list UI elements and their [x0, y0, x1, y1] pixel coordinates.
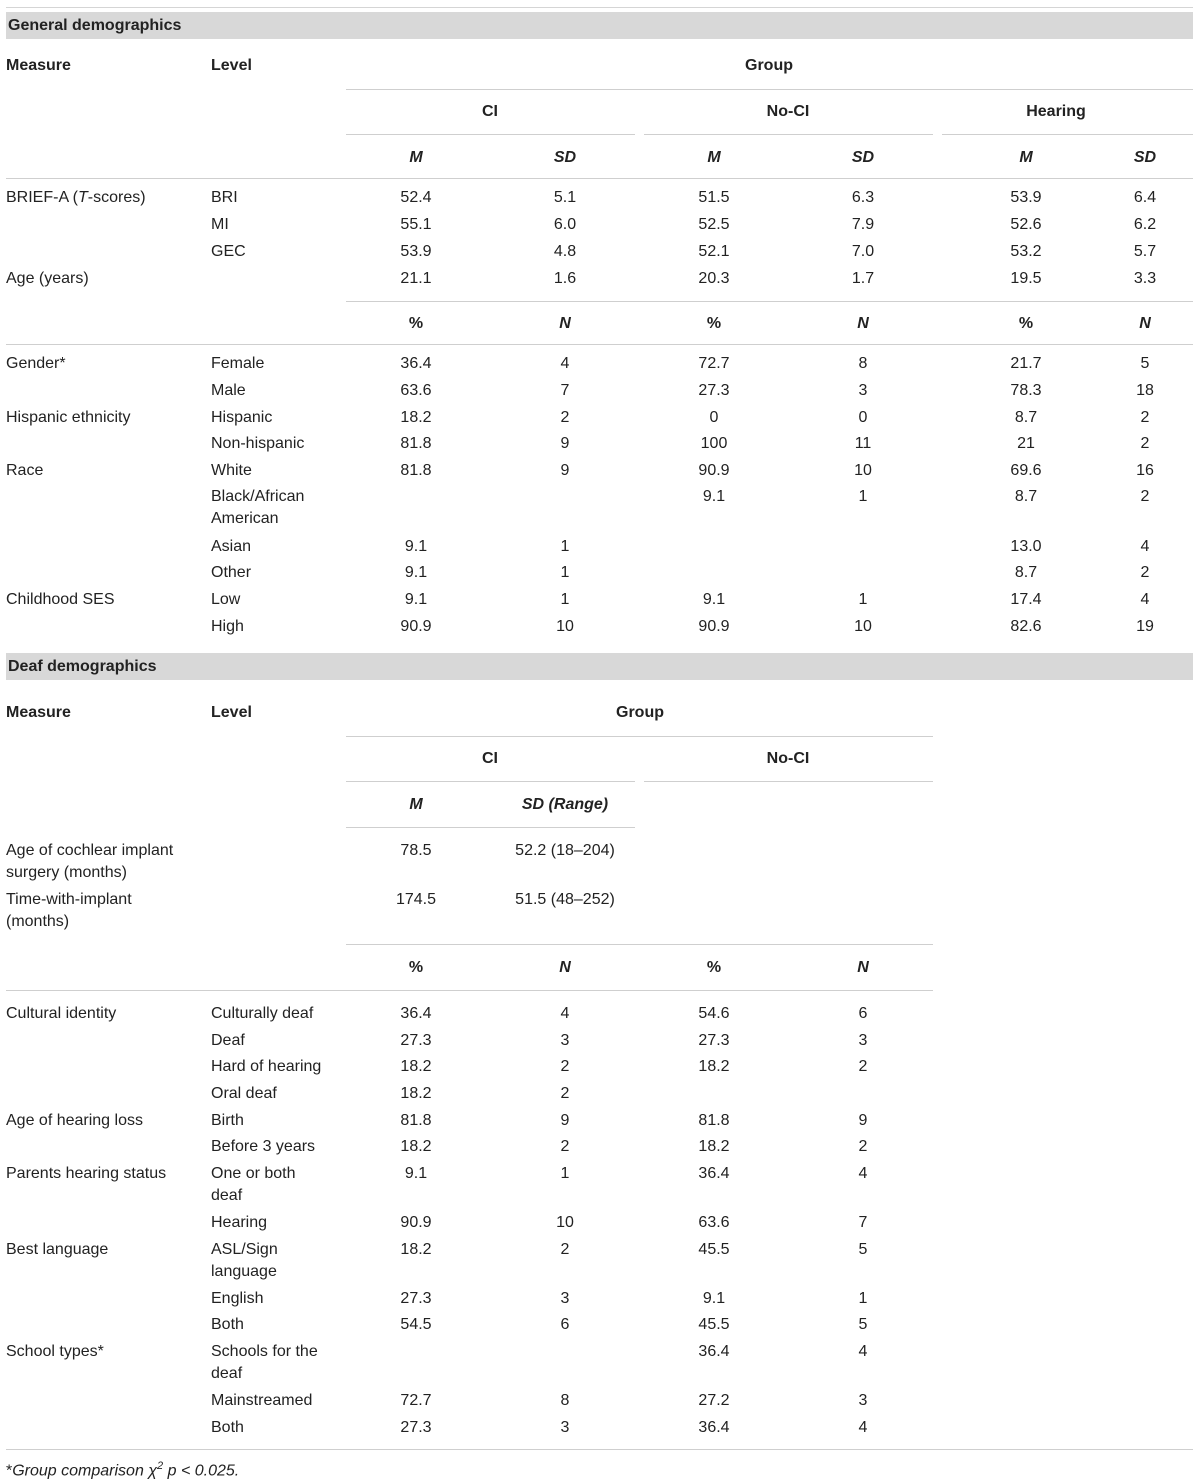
cell-value: 3 [560, 1290, 570, 1307]
cell-value: 4 [1140, 538, 1150, 555]
cell-value: 2 [560, 1058, 570, 1075]
cell-value: 27.3 [698, 1032, 730, 1049]
cell-value: 36.4 [400, 1005, 432, 1022]
cell-value: 1 [858, 488, 868, 505]
row-level: Black/African American [211, 488, 305, 527]
table-bottom-rule [6, 1449, 1193, 1450]
rule [644, 134, 933, 135]
cell-value: 36.4 [400, 355, 432, 372]
table-top-rule [6, 7, 1193, 8]
cell-value: 6.0 [553, 216, 577, 233]
cell-value: 9.1 [404, 564, 428, 581]
cell-value: 81.8 [400, 1112, 432, 1129]
row-level: Male [211, 382, 246, 399]
header-level: Level [211, 57, 252, 74]
cell-value: 90.9 [698, 618, 730, 635]
cell-value: 9.1 [404, 538, 428, 555]
header-percent: % [1018, 315, 1034, 332]
cell-value: 27.3 [400, 1032, 432, 1049]
cell-value: 1 [560, 591, 570, 608]
cell-value: 18.2 [698, 1058, 730, 1075]
cell-value: 27.3 [400, 1290, 432, 1307]
cell-value: 2 [560, 1241, 570, 1258]
cell-value: 20.3 [698, 270, 730, 287]
cell-value: 10 [556, 1214, 574, 1231]
row-measure: Parents hearing status [6, 1165, 167, 1182]
header-percent: % [408, 315, 424, 332]
cell-value: 19 [1136, 618, 1154, 635]
row-level: Deaf [211, 1032, 245, 1049]
cell-value: 7.9 [851, 216, 875, 233]
cell-value: 72.7 [400, 1392, 432, 1409]
cell-value: 1.7 [851, 270, 875, 287]
cell-value: 69.6 [1010, 462, 1042, 479]
cell-value: 10 [854, 618, 872, 635]
rule [942, 134, 1193, 135]
cell-value: 7 [560, 382, 570, 399]
header-measure: Measure [6, 704, 71, 721]
cell-value: 0 [709, 409, 719, 426]
cell-value: 51.5 [698, 189, 730, 206]
cell-value: 3 [858, 1392, 868, 1409]
rule [346, 134, 635, 135]
header-group-noci: No-CI [766, 103, 810, 120]
row-level: English [211, 1290, 264, 1307]
cell-value: 4.8 [553, 243, 577, 260]
cell-value: 10 [854, 462, 872, 479]
cell-value: 5 [858, 1241, 868, 1258]
header-n: N [857, 959, 869, 976]
cell-value: 90.9 [400, 1214, 432, 1231]
row-level: Non-hispanic [211, 435, 305, 452]
cell-value: 36.4 [698, 1165, 730, 1182]
header-percent: % [706, 959, 722, 976]
footnote: *Group comparison $\chi^2$ p < 0.025. [6, 1460, 240, 1480]
cell-value: 18.2 [400, 1085, 432, 1102]
cell-value: 4 [858, 1165, 868, 1182]
cell-value: 1 [858, 591, 868, 608]
cell-value: 13.0 [1010, 538, 1042, 555]
cell-value: 52.4 [400, 189, 432, 206]
row-level: One or both deaf [211, 1165, 296, 1204]
cell-value: 9.1 [702, 591, 726, 608]
cell-value: 18.2 [698, 1138, 730, 1155]
header-m: M [409, 149, 423, 166]
header-sd-range: SD (Range) [521, 796, 609, 813]
cell-value: 9 [858, 1112, 868, 1129]
row-level: Female [211, 355, 265, 372]
header-group-ci: CI [482, 750, 498, 767]
rule [6, 344, 1193, 345]
row-level: Other [211, 564, 252, 581]
cell-value: 78.3 [1010, 382, 1042, 399]
cell-value: 1 [858, 1290, 868, 1307]
cell-value: 7.0 [851, 243, 875, 260]
cell-value: 9 [560, 435, 570, 452]
cell-value: 52.1 [698, 243, 730, 260]
row-measure: Race [6, 462, 44, 479]
cell-value: 2 [858, 1138, 868, 1155]
cell-value: 6.4 [1133, 189, 1157, 206]
row-level: GEC [211, 243, 246, 260]
cell-value: 55.1 [400, 216, 432, 233]
header-group-noci: No-CI [766, 750, 810, 767]
cell-value: 8 [858, 355, 868, 372]
cell-value: 3.3 [1133, 270, 1157, 287]
row-level: Culturally deaf [211, 1005, 314, 1022]
row-level: Birth [211, 1112, 244, 1129]
cell-value: 9.1 [702, 488, 726, 505]
header-group: Group [745, 57, 793, 74]
row-level: Mainstreamed [211, 1392, 313, 1409]
section-title-general: General demographics [6, 12, 1193, 39]
cell-value: 2 [1140, 564, 1150, 581]
row-level: MI [211, 216, 229, 233]
header-percent: % [706, 315, 722, 332]
cell-value: 90.9 [400, 618, 432, 635]
row-level: Schools for the deaf [211, 1343, 318, 1382]
header-sd: SD [851, 149, 875, 166]
row-level: Oral deaf [211, 1085, 277, 1102]
cell-value: 9 [560, 462, 570, 479]
cell-value: 7 [858, 1214, 868, 1231]
row-measure: Age of cochlear implant surgery (months) [6, 842, 174, 881]
header-group: Group [616, 704, 664, 721]
cell-value: 78.5 [400, 842, 432, 859]
cell-value: 18.2 [400, 1241, 432, 1258]
cell-value: 81.8 [400, 435, 432, 452]
header-measure: Measure [6, 57, 71, 74]
rule [346, 827, 635, 828]
row-level: ASL/Sign language [211, 1241, 278, 1280]
cell-value: 52.2 (18–204) [515, 842, 615, 859]
cell-value: 3 [560, 1419, 570, 1436]
cell-value: 36.4 [698, 1343, 730, 1360]
cell-value: 1 [560, 1165, 570, 1182]
cell-value: 21 [1017, 435, 1035, 452]
rule [6, 178, 1193, 179]
cell-value: 3 [858, 382, 868, 399]
section-title-deaf: Deaf demographics [6, 653, 1193, 680]
row-measure: Age of hearing loss [6, 1112, 143, 1129]
cell-value: 5 [858, 1316, 868, 1333]
cell-value: 63.6 [698, 1214, 730, 1231]
cell-value: 27.2 [698, 1392, 730, 1409]
cell-value: 4 [560, 355, 570, 372]
cell-value: 2 [560, 409, 570, 426]
cell-value: 6 [560, 1316, 570, 1333]
cell-value: 5.7 [1133, 243, 1157, 260]
cell-value: 2 [1140, 435, 1150, 452]
row-level: High [211, 618, 244, 635]
cell-value: 27.3 [400, 1419, 432, 1436]
rule [346, 301, 1193, 302]
cell-value: 52.6 [1010, 216, 1042, 233]
header-n: N [559, 959, 571, 976]
cell-value: 45.5 [698, 1241, 730, 1258]
cell-value: 53.9 [1010, 189, 1042, 206]
cell-value: 1.6 [553, 270, 577, 287]
rule [346, 944, 933, 945]
row-level: Both [211, 1316, 244, 1333]
cell-value: 2 [858, 1058, 868, 1075]
cell-value: 53.9 [400, 243, 432, 260]
cell-value: 10 [556, 618, 574, 635]
cell-value: 63.6 [400, 382, 432, 399]
cell-value: 16 [1136, 462, 1154, 479]
cell-value: 27.3 [698, 382, 730, 399]
cell-value: 8 [560, 1392, 570, 1409]
row-measure: Cultural identity [6, 1005, 117, 1022]
row-level: Hard of hearing [211, 1058, 322, 1075]
cell-value: 3 [560, 1032, 570, 1049]
cell-value: 21.1 [400, 270, 432, 287]
cell-value: 72.7 [698, 355, 730, 372]
cell-value: 51.5 (48–252) [515, 891, 615, 908]
header-group-hearing: Hearing [1026, 103, 1086, 120]
header-n: N [857, 315, 869, 332]
cell-value: 90.9 [698, 462, 730, 479]
row-measure: Time-with-implant (months) [6, 891, 132, 930]
cell-value: 8.7 [1014, 564, 1038, 581]
header-n: N [559, 315, 571, 332]
cell-value: 18.2 [400, 1058, 432, 1075]
row-measure: Childhood SES [6, 591, 115, 608]
cell-value: 21.7 [1010, 355, 1042, 372]
row-measure: Hispanic ethnicity [6, 409, 131, 426]
row-level: Asian [211, 538, 252, 555]
cell-value: 100 [700, 435, 728, 452]
cell-value: 81.8 [698, 1112, 730, 1129]
cell-value: 174.5 [395, 891, 437, 908]
row-measure: Age (years) [6, 270, 89, 287]
row-measure: Best language [6, 1241, 109, 1258]
cell-value: 4 [560, 1005, 570, 1022]
header-sd: SD [553, 149, 577, 166]
cell-value: 4 [858, 1343, 868, 1360]
rule [346, 89, 1193, 90]
cell-value: 17.4 [1010, 591, 1042, 608]
row-level: Before 3 years [211, 1138, 316, 1155]
cell-value: 6.2 [1133, 216, 1157, 233]
cell-value: 11 [854, 435, 872, 452]
cell-value: 6.3 [851, 189, 875, 206]
cell-value: 2 [1140, 409, 1150, 426]
cell-value: 45.5 [698, 1316, 730, 1333]
measure-brief-a: BRIEF-A (T-scores) [6, 189, 146, 206]
cell-value: 81.8 [400, 462, 432, 479]
cell-value: 2 [560, 1085, 570, 1102]
cell-value: 9 [560, 1112, 570, 1129]
row-level: White [211, 462, 252, 479]
cell-value: 19.5 [1010, 270, 1042, 287]
header-sd: SD [1133, 149, 1157, 166]
cell-value: 9.1 [404, 591, 428, 608]
cell-value: 5 [1140, 355, 1150, 372]
cell-value: 82.6 [1010, 618, 1042, 635]
rule [644, 781, 933, 782]
cell-value: 18.2 [400, 1138, 432, 1155]
cell-value: 8.7 [1014, 488, 1038, 505]
row-measure: School types* [6, 1343, 104, 1360]
cell-value: 4 [1140, 591, 1150, 608]
rule [346, 736, 933, 737]
cell-value: 9.1 [404, 1165, 428, 1182]
header-n: N [1139, 315, 1151, 332]
cell-value: 54.5 [400, 1316, 432, 1333]
row-level: BRI [211, 189, 238, 206]
cell-value: 6 [858, 1005, 868, 1022]
header-m: M [707, 149, 721, 166]
header-m: M [1019, 149, 1033, 166]
cell-value: 1 [560, 564, 570, 581]
rule [346, 781, 635, 782]
row-level: Both [211, 1419, 244, 1436]
header-m: M [409, 796, 423, 813]
cell-value: 3 [858, 1032, 868, 1049]
cell-value: 1 [560, 538, 570, 555]
cell-value: 9.1 [702, 1290, 726, 1307]
header-percent: % [408, 959, 424, 976]
cell-value: 2 [1140, 488, 1150, 505]
row-level: Low [211, 591, 241, 608]
cell-value: 53.2 [1010, 243, 1042, 260]
cell-value: 18 [1136, 382, 1154, 399]
cell-value: 54.6 [698, 1005, 730, 1022]
cell-value: 5.1 [553, 189, 577, 206]
cell-value: 8.7 [1014, 409, 1038, 426]
row-measure: Gender* [6, 355, 66, 372]
cell-value: 4 [858, 1419, 868, 1436]
cell-value: 36.4 [698, 1419, 730, 1436]
row-level: Hearing [211, 1214, 268, 1231]
header-group-ci: CI [482, 103, 498, 120]
cell-value: 0 [858, 409, 868, 426]
cell-value: 18.2 [400, 409, 432, 426]
cell-value: 52.5 [698, 216, 730, 233]
rule [6, 990, 933, 991]
row-level: Hispanic [211, 409, 273, 426]
cell-value: 2 [560, 1138, 570, 1155]
header-level: Level [211, 704, 252, 721]
